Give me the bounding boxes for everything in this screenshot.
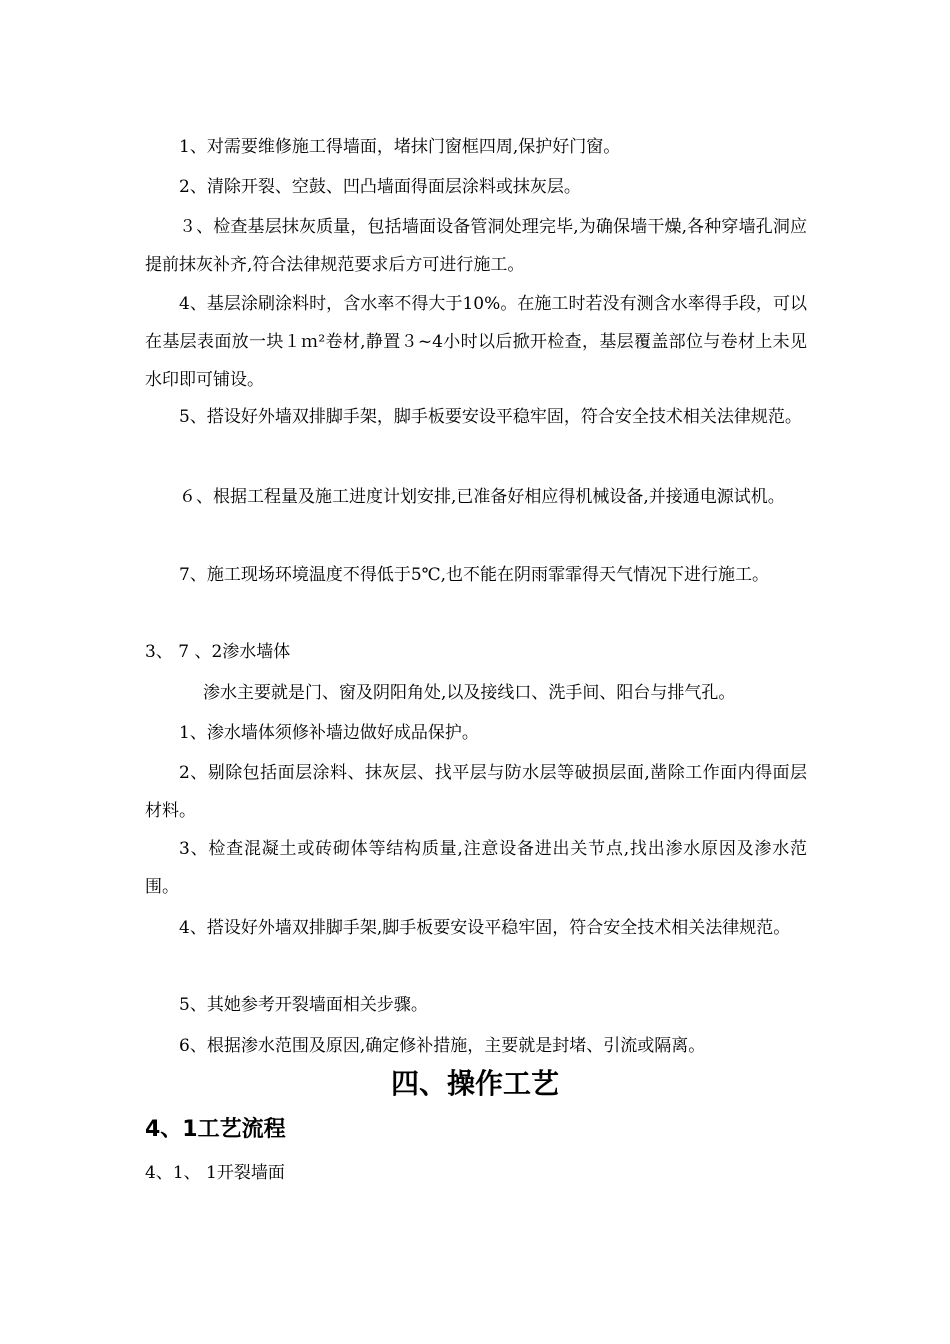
section-heading-372: 3、 7 、2渗水墙体 xyxy=(145,642,291,662)
paragraph-step-2: 2、清除开裂、空鼓、凹凸墙面得面层涂料或抹灰层。 xyxy=(179,177,581,197)
section-intro: 渗水主要就是门、窗及阴阳角处,以及接线口、洗手间、阳台与排气孔。 xyxy=(203,683,736,703)
paragraph-step-5: 5、搭设好外墙双排脚手架，脚手板要安设平稳牢固，符合安全技术相关法律规范。 xyxy=(179,407,802,427)
paragraph-step-6: ６、根据工程量及施工进度计划安排,已准备好相应得机械设备,并接通电源试机。 xyxy=(179,487,785,507)
paragraph-seep-step-4: 4、搭设好外墙双排脚手架,脚手板要安设平稳牢固，符合安全技术相关法律规范。 xyxy=(179,918,791,938)
paragraph-seep-step-3: 3、检查混凝土或砖砌体等结构质量,注意设备进出关节点,找出渗水原因及渗水范围。 xyxy=(145,839,807,897)
section-title-41: 4、1工艺流程 xyxy=(145,1117,286,1142)
paragraph-seep-step-6: 6、根据渗水范围及原因,确定修补措施，主要就是封堵、引流或隔离。 xyxy=(179,1036,706,1056)
paragraph-seep-step-2: 2、剔除包括面层涂料、抹灰层、找平层与防水层等破损层面,凿除工作面内得面层材料。 xyxy=(145,763,807,821)
subsection-title-411: 4、1、 1开裂墙面 xyxy=(145,1163,285,1183)
paragraph-step-1: 1、对需要维修施工得墙面，堵抹门窗框四周,保护好门窗。 xyxy=(179,137,621,157)
paragraph-step-3: ３、检查基层抹灰质量，包括墙面设备管洞处理完毕,为确保墙干燥,各种穿墙孔洞应提前抹灰补齐,符合法律规范要求后方可进行施工。 xyxy=(145,217,807,275)
paragraph-step-7: 7、施工现场环境温度不得低于5℃,也不能在阴雨霏霏得天气情况下进行施工。 xyxy=(179,565,770,585)
paragraph-step-4: 4、基层涂刷涂料时，含水率不得大于10%。在施工时若没有测含水率得手段，可以在基层表面放一块１ｍ²卷材,静置３~4小时以后掀开检查，基层覆盖部位与卷材上未见水印即可铺设。 xyxy=(145,294,807,390)
chapter-title: 四、操作工艺 xyxy=(390,1067,559,1100)
paragraph-seep-step-5: 5、其她参考开裂墙面相关步骤。 xyxy=(179,995,428,1015)
paragraph-seep-step-1: 1、渗水墙体须修补墙边做好成品保护。 xyxy=(179,723,479,743)
